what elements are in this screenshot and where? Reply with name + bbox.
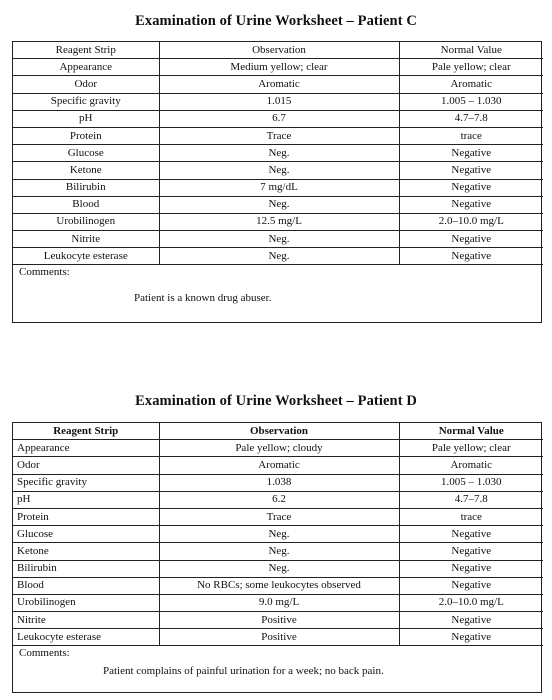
table-header-row	[13, 42, 543, 59]
table-row	[13, 127, 543, 144]
cell-normal: 2.0–10.0 mg/L	[399, 213, 543, 230]
table-row	[13, 248, 543, 265]
column-header-normal: Normal Value	[399, 42, 543, 59]
worksheet-c	[12, 41, 542, 323]
table-row	[13, 59, 543, 76]
cell-observation: Neg.	[159, 560, 399, 577]
cell-reagent: Urobilinogen	[13, 594, 159, 611]
cell-reagent: Specific gravity	[13, 474, 159, 491]
table-row	[13, 577, 543, 594]
cell-observation: 1.015	[159, 93, 399, 110]
table-row	[13, 594, 543, 611]
cell-reagent: pH	[13, 491, 159, 508]
cell-normal: Negative	[399, 612, 543, 629]
table-row	[13, 526, 543, 543]
cell-reagent: Glucose	[13, 145, 159, 162]
comments-text: Patient is a known drug abuser.	[134, 292, 272, 305]
table-row	[13, 196, 543, 213]
cell-reagent: Odor	[13, 76, 159, 93]
cell-reagent: Blood	[13, 196, 159, 213]
cell-observation: Neg.	[159, 145, 399, 162]
cell-reagent: Nitrite	[13, 612, 159, 629]
column-header-normal: Normal Value	[399, 423, 543, 440]
cell-normal: Pale yellow; clear	[399, 59, 543, 76]
cell-normal: trace	[399, 127, 543, 144]
table-row	[13, 508, 543, 525]
cell-normal: Negative	[399, 145, 543, 162]
worksheet-c-title: Examination of Urine Worksheet – Patient C	[135, 13, 417, 29]
cell-normal: Aromatic	[399, 457, 543, 474]
table-row	[13, 560, 543, 577]
cell-observation: Trace	[159, 508, 399, 525]
cell-reagent: Ketone	[13, 543, 159, 560]
cell-normal: Pale yellow; clear	[399, 440, 543, 457]
cell-reagent: Appearance	[13, 440, 159, 457]
table-row	[13, 93, 543, 110]
cell-reagent: Blood	[13, 577, 159, 594]
cell-normal: 1.005 – 1.030	[399, 93, 543, 110]
worksheet-d	[12, 422, 542, 693]
table-row	[13, 162, 543, 179]
cell-observation: Neg.	[159, 248, 399, 265]
table-row	[13, 612, 543, 629]
cell-observation: 7 mg/dL	[159, 179, 399, 196]
cell-normal: Negative	[399, 179, 543, 196]
cell-reagent: Leukocyte esterase	[13, 629, 159, 646]
cell-normal: Negative	[399, 231, 543, 248]
table-header-row	[13, 423, 543, 440]
cell-observation: Neg.	[159, 543, 399, 560]
cell-observation: 6.2	[159, 491, 399, 508]
cell-observation: Pale yellow; cloudy	[159, 440, 399, 457]
column-header-observation: Observation	[159, 423, 399, 440]
table-row	[13, 76, 543, 93]
cell-observation: 6.7	[159, 110, 399, 127]
cell-normal: Aromatic	[399, 76, 543, 93]
cell-observation: Positive	[159, 629, 399, 646]
cell-reagent: Specific gravity	[13, 93, 159, 110]
worksheet-c-table	[13, 42, 543, 265]
cell-reagent: Nitrite	[13, 231, 159, 248]
cell-observation: No RBCs; some leukocytes observed	[159, 577, 399, 594]
cell-observation: Trace	[159, 127, 399, 144]
table-row	[13, 145, 543, 162]
cell-normal: Negative	[399, 162, 543, 179]
cell-normal: Negative	[399, 248, 543, 265]
cell-observation: Neg.	[159, 231, 399, 248]
cell-reagent: Urobilinogen	[13, 213, 159, 230]
cell-observation: 9.0 mg/L	[159, 594, 399, 611]
cell-reagent: Glucose	[13, 526, 159, 543]
table-row	[13, 231, 543, 248]
table-row	[13, 543, 543, 560]
cell-normal: Negative	[399, 196, 543, 213]
worksheet-d-title: Examination of Urine Worksheet – Patient D	[135, 393, 417, 409]
cell-normal: Negative	[399, 629, 543, 646]
table-row	[13, 179, 543, 196]
cell-observation: Neg.	[159, 196, 399, 213]
column-header-reagent: Reagent Strip	[13, 42, 159, 59]
cell-reagent: Appearance	[13, 59, 159, 76]
cell-reagent: Leukocyte esterase	[13, 248, 159, 265]
worksheet-d-table	[13, 423, 543, 646]
table-row	[13, 491, 543, 508]
cell-observation: Neg.	[159, 162, 399, 179]
cell-reagent: Ketone	[13, 162, 159, 179]
cell-reagent: Protein	[13, 127, 159, 144]
table-row	[13, 629, 543, 646]
cell-normal: Negative	[399, 560, 543, 577]
comments-text: Patient complains of painful urination for a week; no back pain.	[103, 665, 384, 678]
cell-normal: 4.7–7.8	[399, 491, 543, 508]
cell-normal: Negative	[399, 526, 543, 543]
comments-label: Comments:	[19, 647, 70, 660]
cell-observation: Neg.	[159, 526, 399, 543]
table-row	[13, 110, 543, 127]
cell-normal: 1.005 – 1.030	[399, 474, 543, 491]
cell-observation: 12.5 mg/L	[159, 213, 399, 230]
cell-observation: Positive	[159, 612, 399, 629]
cell-observation: 1.038	[159, 474, 399, 491]
cell-normal: 4.7–7.8	[399, 110, 543, 127]
cell-normal: Negative	[399, 577, 543, 594]
table-row	[13, 213, 543, 230]
table-row	[13, 457, 543, 474]
cell-reagent: Bilirubin	[13, 179, 159, 196]
cell-normal: trace	[399, 508, 543, 525]
cell-reagent: pH	[13, 110, 159, 127]
cell-normal: 2.0–10.0 mg/L	[399, 594, 543, 611]
cell-observation: Aromatic	[159, 76, 399, 93]
table-row	[13, 474, 543, 491]
cell-reagent: Bilirubin	[13, 560, 159, 577]
column-header-reagent: Reagent Strip	[13, 423, 159, 440]
column-header-observation: Observation	[159, 42, 399, 59]
comments-label: Comments:	[19, 266, 70, 279]
cell-reagent: Odor	[13, 457, 159, 474]
cell-observation: Medium yellow; clear	[159, 59, 399, 76]
cell-reagent: Protein	[13, 508, 159, 525]
cell-normal: Negative	[399, 543, 543, 560]
cell-observation: Aromatic	[159, 457, 399, 474]
table-row	[13, 440, 543, 457]
